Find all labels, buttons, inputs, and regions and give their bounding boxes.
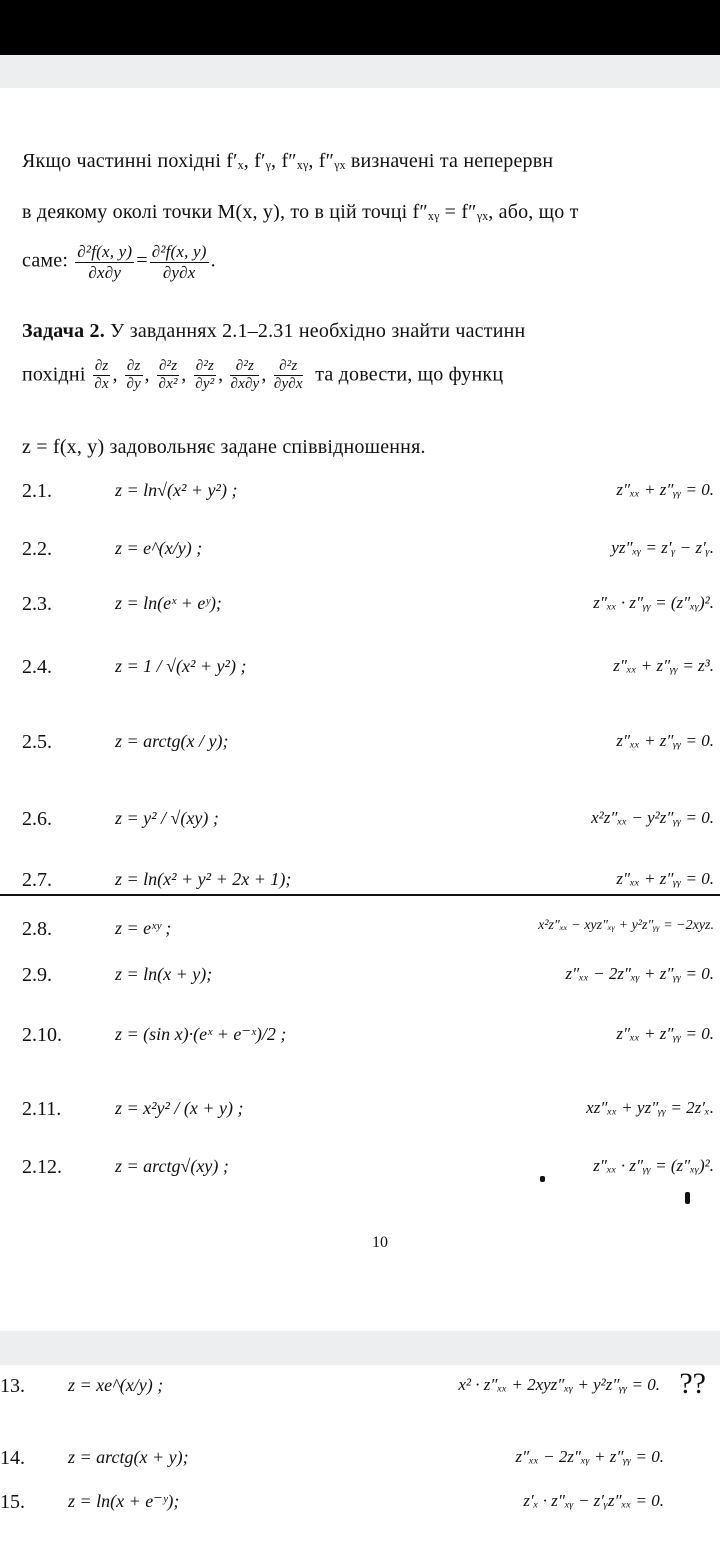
task-heading-line: Задача 2. У завданнях 2.1–2.31 необхідно знайти частинн [22,320,526,342]
fraction-left: $\frac{\text{∂²f(x, y)}}{\partial x\partial y}$ [77,242,133,282]
deriv-6: $\frac{\text{∂²z}}{\partial y\partial x}$ [273,358,303,393]
problem-row: 2.5. z = arctg(x / y); z″ₓₓ + z″ᵧᵧ = 0. [22,731,714,753]
problem-row: 2.1. z = ln√(x² + y²) ; z″ₓₓ + z″ᵧᵧ = 0. [22,480,714,502]
deriv-4: $\frac{\text{∂²z}}{\text{∂y²}}$ [195,358,215,393]
page-gap [0,55,720,89]
top-bar [0,0,720,55]
problem-row: 2.4. z = 1 / √(x² + y²) ; z″ₓₓ + z″ᵧᵧ = z³. [22,656,714,678]
task-line-3: z = f(x, y) задовольняє задане співвідношення. [22,436,426,458]
problem-row: 14. z = arctg(x + y); z″ₓₓ − 2z″ₓᵧ + z″ᵧᵧ = 0. [0,1447,664,1469]
next-document-page [0,1365,720,1560]
hand-drawn-line [0,894,720,896]
fraction-right: $\frac{\text{∂²f(x, y)}}{\partial y\partial x}$ [151,242,207,282]
handwritten-question-marks: ?? [679,1367,706,1400]
problem-row: 2.9. z = ln(x + y); z″ₓₓ − 2z″ₓᵧ + z″ᵧᵧ = 0. [22,964,714,986]
deriv-1: $\frac{\partial z}{\partial x}$ [94,358,109,393]
problem-row: 2.11. z = x²y² / (x + y) ; xz″ₓₓ + yz″ᵧᵧ = 2z′ₓ. [22,1098,714,1120]
problem-row: 2.2. z = e^(x/y) ; yz″ₓᵧ = z′ᵧ − z′ᵧ. [22,538,714,560]
ink-mark [685,1192,690,1204]
paragraph-line-3: саме: $\frac{\text{∂²f(x, y)}}{\partial x\partial y}$ = $\frac{\text{∂²f(x, y)}}{\partial y\partial x}$ . [22,242,216,282]
problem-row: 2.7. z = ln(x² + y² + 2x + 1); z″ₓₓ + z″ᵧᵧ = 0. [22,869,714,891]
deriv-3: $\frac{\text{∂²z}}{\text{∂x²}}$ [158,358,178,393]
page-number: 10 [372,1234,388,1251]
ink-dot [540,1176,545,1182]
paragraph-line-2: в деякому околі точки M(x, y), то в цій точці f″ₓᵧ = f″ᵧₓ, або, що т [22,201,579,223]
problem-row: 2.12. z = arctg√(xy) ; z″ₓₓ · z″ᵧᵧ = (z″ₓᵧ)². [22,1156,714,1178]
problem-row: 15. z = ln(x + e⁻ʸ); z′ₓ · z″ₓᵧ − z′ᵧz″ₓₓ = 0. [0,1491,664,1513]
paragraph-line-1: Якщо частинні похідні f′ₓ, f′ᵧ, f″ₓᵧ, f″ᵧₓ визначені та неперервн [22,150,554,172]
deriv-2: $\frac{\partial z}{\partial y}$ [126,358,141,393]
derivatives-line: похідні $\frac{\partial z}{\partial x}$ , $\frac{\partial z}{\partial y}$ , $\frac{\text{∂²z}}{\text{∂x²}}$ , $\frac{\text{∂²z}}{\text{∂y²}}$ , $\frac{\text{∂²z}}{\partial x\partial y}$ , $\frac{\text{∂²z}}{\partial y\partial x}$ та довести, що функц [22,358,504,393]
problem-row: 2.6. z = y² / √(xy) ; x²z″ₓₓ − y²z″ᵧᵧ = 0. [22,808,714,830]
page-gap [0,1331,720,1365]
task-heading: Задача 2. [22,320,105,342]
deriv-5: $\frac{\text{∂²z}}{\partial x\partial y}$ [230,358,260,393]
problem-row: 13. z = xe^(x/y) ; x² · z″ₓₓ + 2xyz″ₓᵧ + y²z″ᵧᵧ = 0. ?? [0,1367,706,1400]
problem-row: 2.8. z = eˣʸ ; x²z″ₓₓ − xyz″ₓᵧ + y²z″ᵧᵧ = −2xyz. [22,918,714,940]
problem-row: 2.3. z = ln(eˣ + eʸ); z″ₓₓ · z″ᵧᵧ = (z″ₓᵧ)². [22,593,714,615]
document-page [0,88,720,1332]
problem-row: 2.10. z = (sin x)·(eˣ + e⁻ˣ)/2 ; z″ₓₓ + z″ᵧᵧ = 0. [22,1024,714,1046]
